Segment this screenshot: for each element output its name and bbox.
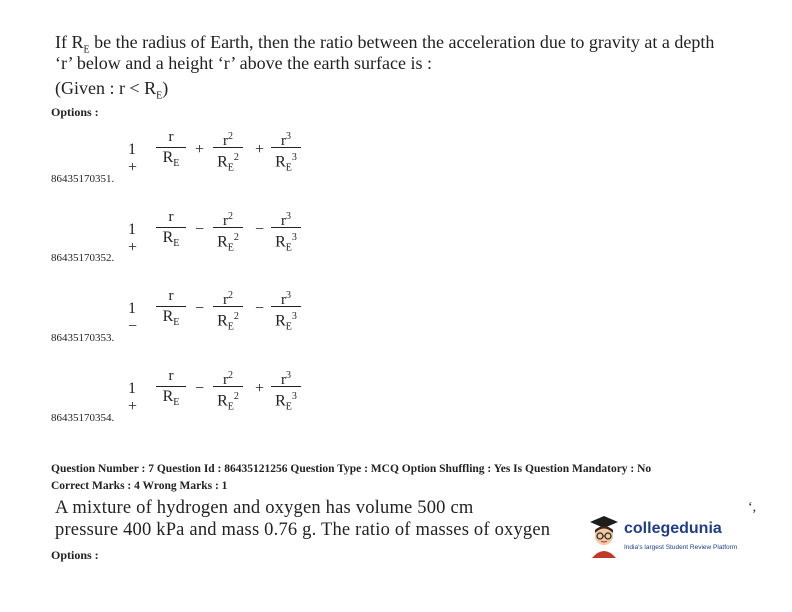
option-lead-term: 1 + (128, 221, 138, 256)
option-id: 86435170353. (51, 332, 115, 344)
option-id: 86435170352. (51, 252, 115, 264)
options-label: Options : (51, 105, 99, 119)
fraction-term: r $R_E$ (156, 128, 186, 173)
operator: + (255, 141, 265, 158)
operator: − (195, 221, 205, 238)
question-line-3: (Given : $r < R_E$) (55, 78, 169, 102)
option-id: 86435170351. (51, 173, 115, 185)
question-meta: Question Number : 7 Question Id : 86435121256 Question Type : MCQ Option Shuffling : Yes Is Question Mandatory : No (51, 463, 652, 475)
option-lead-term: 1 + (128, 141, 138, 176)
edge-mark: ‘, (748, 500, 757, 515)
fraction-term: $r^2$ $R_E^2$ (213, 367, 243, 417)
fraction-term: $r^3$ $R_E^3$ (271, 208, 301, 258)
question2-line-1: A mixture of hydrogen and oxygen has volume 500 cm (55, 498, 474, 518)
question-line-1: If $R_E$ be the radius of Earth, then the ratio between the acceleration due to gravity at a depth (55, 32, 715, 56)
fraction-term: $r^2$ $R_E^2$ (213, 287, 243, 337)
fraction-term: $r^2$ $R_E^2$ (213, 208, 243, 258)
collegedunia-logo (586, 514, 756, 564)
fraction-term: $r^3$ $R_E^3$ (271, 128, 301, 178)
logo-wordmark: collegedunia (624, 520, 722, 537)
option-lead-term: 1 − (128, 300, 138, 335)
operator: + (255, 380, 265, 397)
operator: − (195, 300, 205, 317)
fraction-term: r $R_E$ (156, 208, 186, 253)
fraction-term: $r^3$ $R_E^3$ (271, 367, 301, 417)
operator: − (255, 300, 265, 317)
operator: + (195, 141, 205, 158)
question2-line-2: pressure 400 kPa and mass 0.76 g. The ratio of masses of oxygen (55, 520, 551, 540)
operator: − (195, 380, 205, 397)
logo-tagline: India's largest Student Review Platform (624, 544, 738, 551)
fraction-term: r $R_E$ (156, 367, 186, 412)
question-line-2: ‘r’ below and a height ‘r’ above the earth surface is : (55, 53, 432, 73)
fraction-term: $r^2$ $R_E^2$ (213, 128, 243, 178)
fraction-term: $r^3$ $R_E^3$ (271, 287, 301, 337)
options-label-2: Options : (51, 548, 99, 562)
fraction-term: r $R_E$ (156, 287, 186, 332)
marks-meta: Correct Marks : 4 Wrong Marks : 1 (51, 480, 228, 492)
operator: − (255, 221, 265, 238)
student-mascot-icon (586, 514, 622, 558)
option-lead-term: 1 + (128, 380, 138, 415)
option-id: 86435170354. (51, 412, 115, 424)
